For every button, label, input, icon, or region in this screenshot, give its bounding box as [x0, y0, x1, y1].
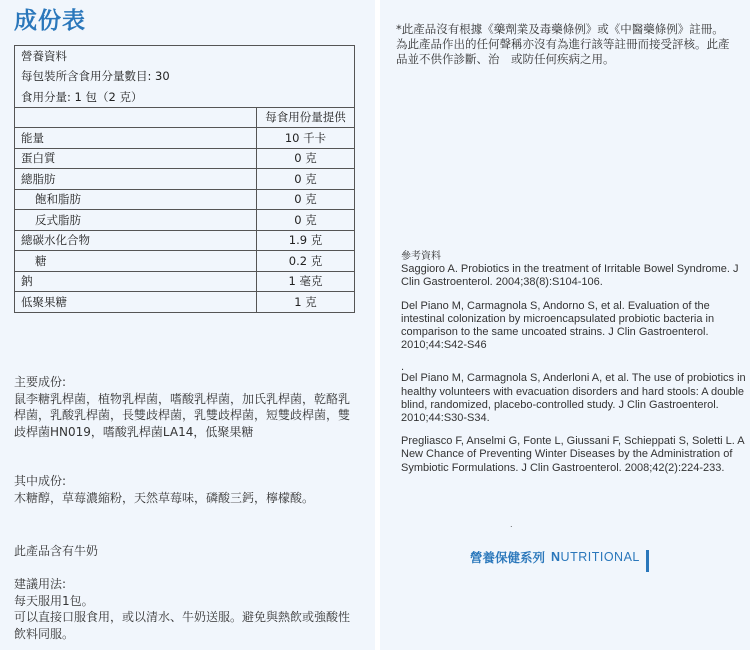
nutrient-value: 1.9 克	[257, 230, 355, 251]
table-row	[15, 251, 355, 272]
brand-bar	[646, 550, 649, 572]
nutrient-value: 1 克	[257, 292, 355, 313]
table-row	[15, 230, 355, 251]
serving-size: 食用分量: 1 包（2 克）	[15, 87, 355, 108]
brand-footer	[470, 546, 649, 568]
nutrient-value: 1 毫克	[257, 271, 355, 292]
nutrient-label: 低聚果糖	[15, 292, 257, 313]
other-ingredients	[14, 473, 359, 506]
other-ingredients-heading: 其中成份:	[14, 474, 67, 488]
nutrient-value: 10 千卡	[257, 128, 355, 149]
nutrient-value: 0.2 克	[257, 251, 355, 272]
references	[401, 250, 746, 485]
nutrient-label: 總碳水化合物	[15, 230, 257, 251]
nutrient-label: 飽和脂肪	[15, 189, 257, 210]
usage-heading: 建議用法:	[14, 577, 67, 591]
reference-item: Del Piano M, Carmagnola S, Andorno S, et al. Evaluation of the intestinal colonization by microencapsulated probiotic bacteria in comparison to the same uncoated strains. J Clin Gastroenterol. 2010;44:S42-S46	[401, 299, 715, 352]
nutrition-heading: 營養資料	[15, 46, 355, 67]
table-row	[15, 271, 355, 292]
table-row	[15, 292, 355, 313]
table-row	[15, 128, 355, 149]
brand-english-rest: UTRITIONAL	[560, 550, 640, 564]
table-row	[15, 169, 355, 190]
table-header-blank	[15, 107, 257, 128]
brand-chinese: 營養保健系列	[470, 550, 546, 565]
reference-item: Del Piano M, Carmagnola S, Anderloni A, et al. The use of probiotics in healthy volunteers with evacuation disorders and hard stools: A double blind, randomized, placebo-controlled study. J Clin Gastroenterol. 2010;44:S30-S34.	[401, 372, 746, 425]
reference-item: Saggioro A. Probiotics in the treatment of Irritable Bowel Syndrome. J Clin Gastroenterol. 2004;38(8):S104-106.	[401, 263, 739, 289]
nutrient-label: 糖	[15, 251, 257, 272]
nutrient-value: 0 克	[257, 148, 355, 169]
table-row	[15, 148, 355, 169]
table-row	[15, 189, 355, 210]
disclaimer-text: *此產品沒有根據《藥劑業及毒藥條例》或《中醫藥條例》註冊。為此產品作出的任何聲稱亦沒有為進行該等註冊而接受評核。此產品並不供作診斷、治 或防任何疾病之用。	[396, 22, 730, 66]
brand-english-initial: N	[551, 550, 561, 564]
table-row	[15, 210, 355, 231]
other-ingredients-text: 木糖醇，草莓濃縮粉，天然草莓味，磷酸三鈣，檸檬酸。	[14, 490, 315, 505]
main-ingredients-text: 鼠李糖乳桿菌，植物乳桿菌，嗜酸乳桿菌，加氏乳桿菌，乾酪乳桿菌，乳酸乳桿菌，長雙歧桿菌，乳雙歧桿菌，短雙歧桿菌，雙歧桿菌HN019，嗜酸乳桿菌LA14，低聚果糖	[14, 391, 351, 439]
page-title: 成份表	[14, 8, 86, 34]
nutrient-label: 蛋白質	[15, 148, 257, 169]
reference-item: Pregliasco F, Anselmi G, Fonte L, Giussani F, Schieppati S, Soletti L. A New Chance of Preventing Winter Diseases by the Administration of Symbiotic Formulations. J Clin Gastroenterol. 2008;42(2):224-233.	[401, 435, 745, 474]
nutrient-label: 能量	[15, 128, 257, 149]
nutrient-label: 反式脂肪	[15, 210, 257, 231]
main-ingredients	[14, 374, 359, 440]
per-serving-header: 每食用份量提供	[257, 107, 355, 128]
nutrition-table	[14, 45, 355, 313]
nutrient-value: 0 克	[257, 169, 355, 190]
usage-instructions	[14, 576, 359, 642]
references-title: 參考資料	[401, 251, 441, 262]
brand-english	[551, 550, 640, 564]
nutrient-label: 總脂肪	[15, 169, 257, 190]
nutrient-label: 鈉	[15, 271, 257, 292]
main-ingredients-heading: 主要成份:	[14, 375, 67, 389]
servings-per-pack: 每包裝所含食用分量數目: 30	[15, 66, 355, 87]
usage-line-1: 每天服用1包。	[14, 593, 94, 608]
separator-dot: .	[401, 361, 405, 374]
separator-dot: .	[510, 520, 513, 529]
nutrient-value: 0 克	[257, 189, 355, 210]
usage-line-2: 可以直接口服食用，或以清水、牛奶送服。避免與熱飲或強酸性飲料同服。	[14, 610, 351, 641]
nutrient-value: 0 克	[257, 210, 355, 231]
milk-notice: 此產品含有牛奶	[14, 544, 99, 558]
